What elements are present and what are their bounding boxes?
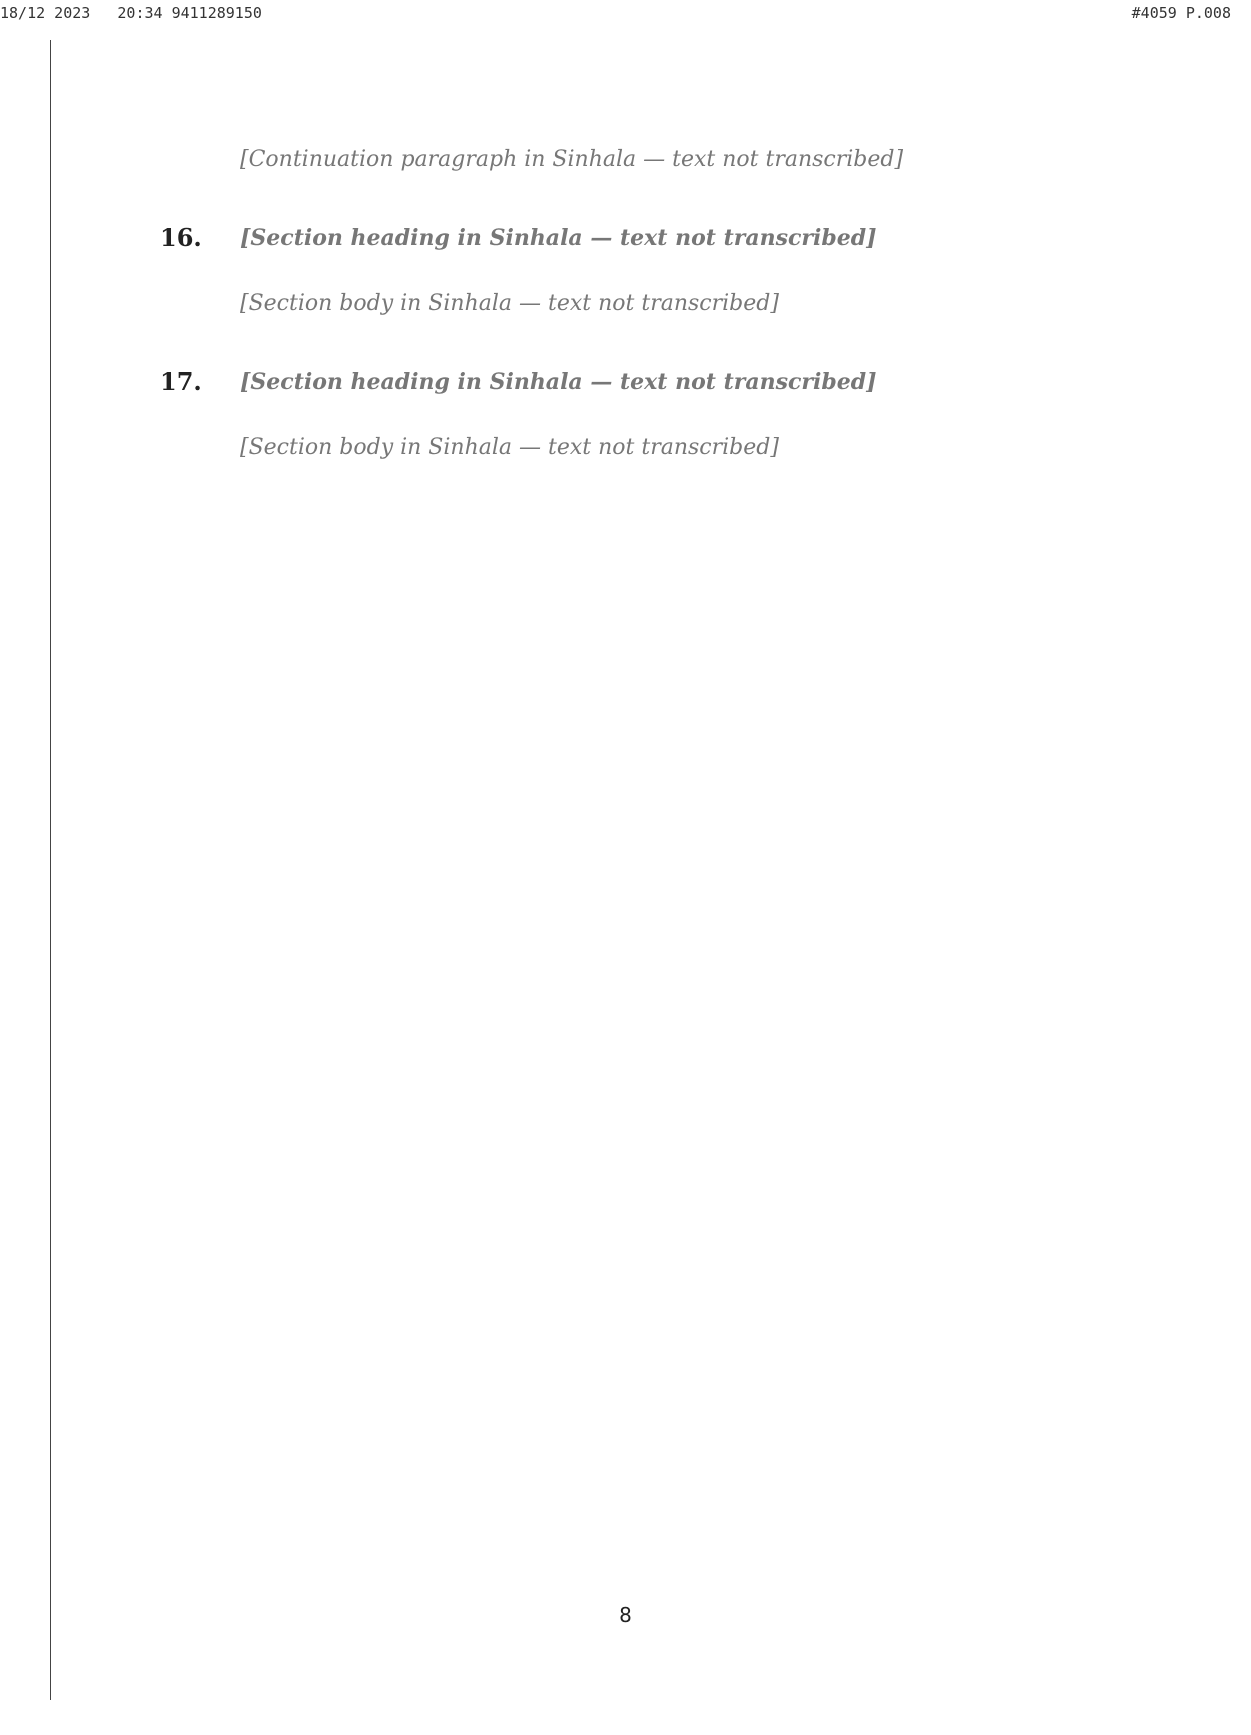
section-body: [Section body in Sinhala — text not transcribed] xyxy=(240,291,779,316)
section-number: 17. xyxy=(160,367,202,396)
section-heading: [Section heading in Sinhala — text not transcribed] xyxy=(240,369,877,395)
intro-paragraph: [Continuation paragraph in Sinhala — text not transcribed] xyxy=(240,147,904,172)
section-number: 16. xyxy=(160,223,202,252)
page-content xyxy=(150,140,1110,468)
section-body: [Section body in Sinhala — text not transcribed] xyxy=(240,435,779,460)
section-17 xyxy=(150,362,1110,468)
left-margin-line xyxy=(50,40,51,1700)
section-16 xyxy=(150,218,1110,324)
fax-header xyxy=(0,4,1251,24)
fax-page-reference: #4059 P.008 xyxy=(1131,4,1231,22)
section-heading: [Section heading in Sinhala — text not transcribed] xyxy=(240,225,877,251)
page-number: 8 xyxy=(619,1603,632,1627)
fax-timestamp: 18/12 2023 20:34 9411289150 xyxy=(0,4,262,22)
